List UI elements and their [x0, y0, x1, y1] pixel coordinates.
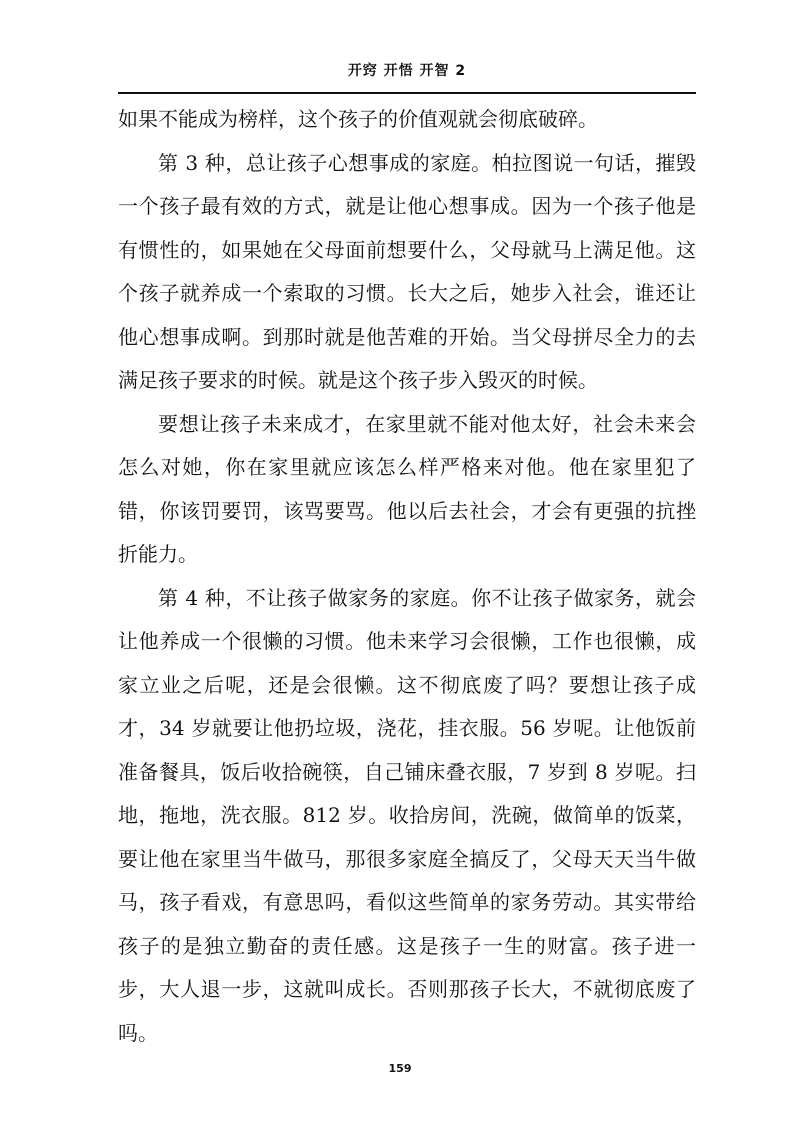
page-number: 159: [388, 1062, 412, 1075]
paragraph-type-4: 第 4 种，不让孩子做家务的家庭。你不让孩子做家务，就会让他养成一个很懒的习惯。他未来学习会很懒，工作也很懒，成家立业之后呢，还是会很懒。这不彻底废了吗？要想让孩子成才，34 岁就要让他扔垃圾，浇花，挂衣服。56 岁呢。让他饭前准备餐具，饭后收拾碗筷，自己铺床叠衣服，7 岁到 8 岁呢。扫地，拖地，洗衣服。812 岁。收拾房间，洗碗，做简单的饭菜，要让他在家里当牛做马，那很多家庭全搞反了，父母天天当牛做马，孩子看戏，有意思吗，看似这些简单的家务劳动。其实带给孩子的是独立勤奋的责任感。这是孩子一生的财富。孩子进一步，大人退一步，这就叫成长。否则那孩子长大，不就彻底废了吗。: [118, 585, 696, 1045]
paragraph-strict-parenting: 要想让孩子未来成才，在家里就不能对他太好，社会未来会怎么对她，你在家里就应该怎么样严格来对他。他在家里犯了错，你该罚要罚，该骂要骂。他以后去社会，才会有更强的抗挫折能力。: [118, 411, 696, 566]
body-text: [118, 98, 696, 1055]
paragraph-type-3: 第 3 种，总让孩子心想事成的家庭。柏拉图说一句话，摧毁一个孩子最有效的方式，就是让他心想事成。因为一个孩子他是有惯性的，如果她在父母面前想要什么，父母就马上满足他。这个孩子就养成一个索取的习惯。长大之后，她步入社会，谁还让他心想事成啊。到那时就是他苦难的开始。当父母拼尽全力的去满足孩子要求的时候。就是这个孩子步入毁灭的时候。: [118, 150, 696, 392]
running-header: 开窍 开悟 开智 2: [347, 63, 467, 79]
header-rule: [118, 92, 696, 94]
paragraph-continuation: 如果不能成为榜样，这个孩子的价值观就会彻底破碎。: [118, 107, 598, 131]
